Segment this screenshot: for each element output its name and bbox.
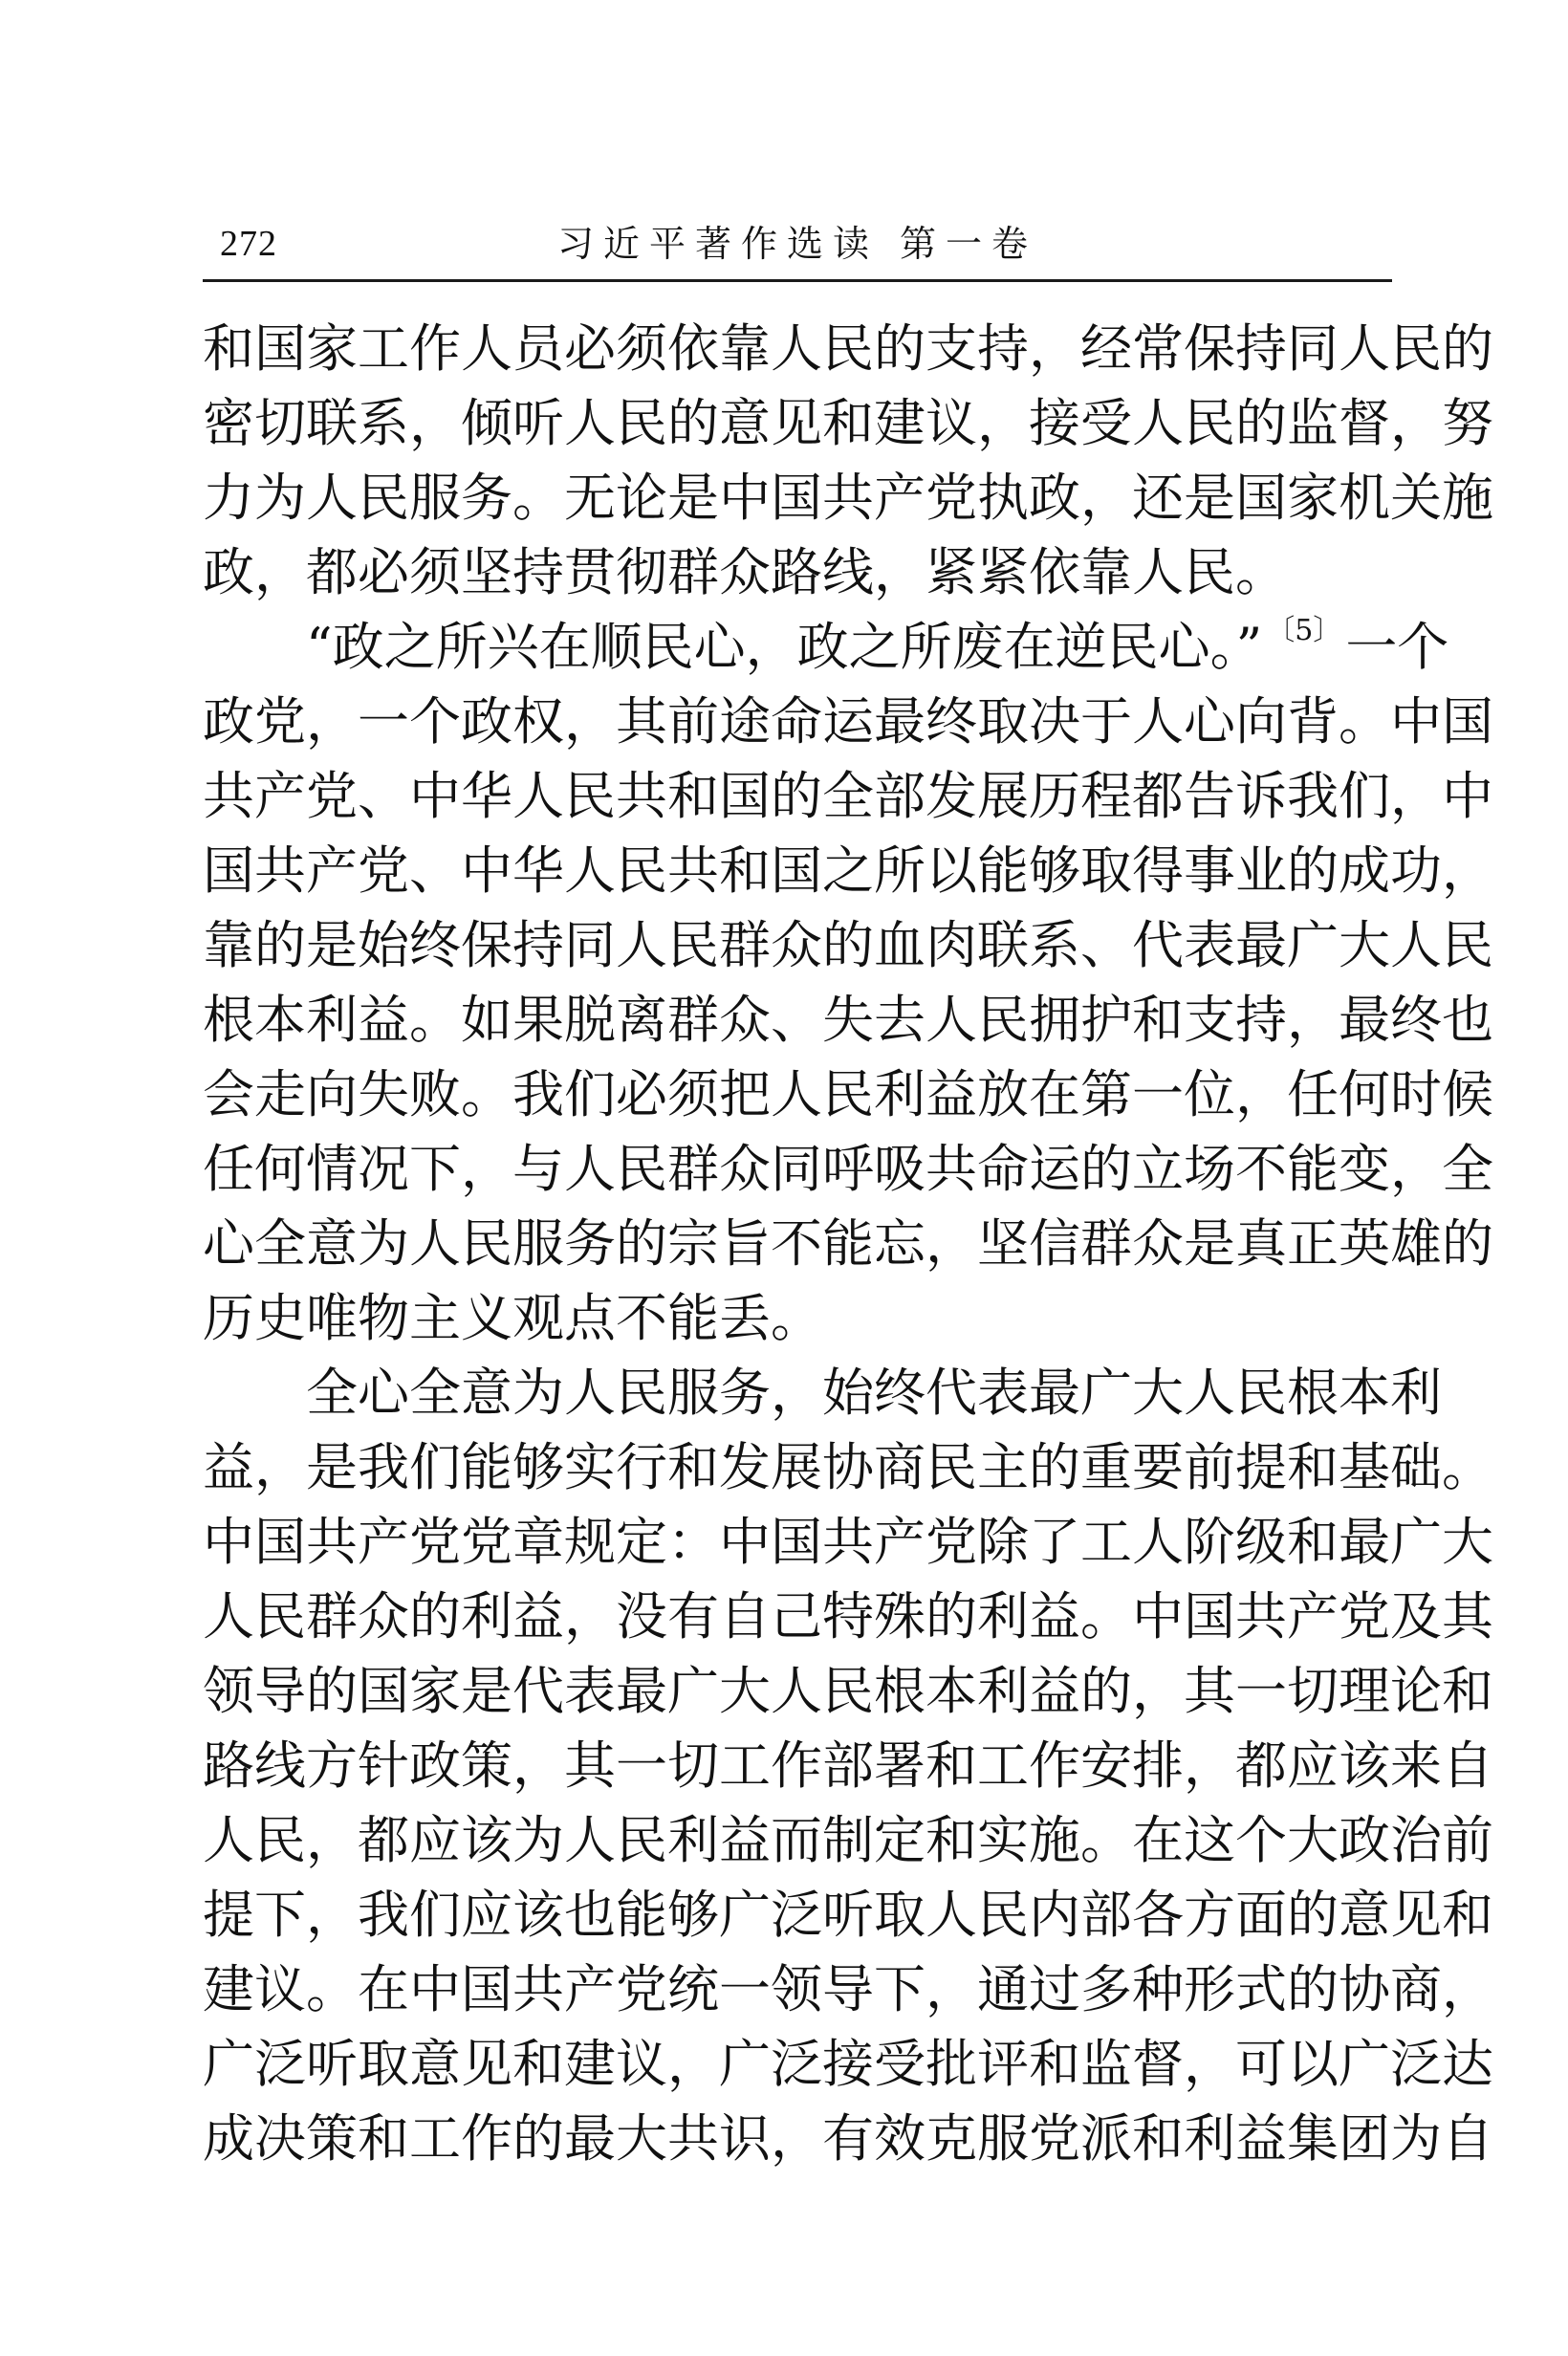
text-line: 共产党、中华人民共和国的全部发展历程都告诉我们，中 xyxy=(203,766,1493,826)
text-line: 人民，都应该为人民利益而制定和实施。在这个大政治前 xyxy=(203,1810,1493,1870)
text-line: 益，是我们能够实行和发展协商民主的重要前提和基础。 xyxy=(203,1437,1493,1497)
text-line: 靠的是始终保持同人民群众的血肉联系、代表最广大人民 xyxy=(203,915,1493,975)
text-line: 和国家工作人员必须依靠人民的支持，经常保持同人民的 xyxy=(203,318,1493,379)
paragraph-first-line: 全心全意为人民服务，始终代表最广大人民根本利 xyxy=(306,1363,1442,1423)
page-number: 272 xyxy=(220,224,277,264)
text-line: 历史唯物主义观点不能丢。 xyxy=(203,1288,822,1348)
running-head xyxy=(203,218,1392,275)
quote-line xyxy=(203,610,1449,685)
text-line: 力为人民服务。无论是中国共产党执政，还是国家机关施 xyxy=(203,468,1493,528)
footnote-marker: 〔5〕 xyxy=(1266,614,1342,647)
text-line: 建议。在中国共产党统一领导下，通过多种形式的协商， xyxy=(203,1959,1493,2019)
text-line: 密切联系，倾听人民的意见和建议，接受人民的监督，努 xyxy=(203,393,1493,453)
body-text xyxy=(203,312,1493,2176)
quote-continuation: 一个 xyxy=(1345,617,1449,677)
text-line: 会走向失败。我们必须把人民利益放在第一位，任何时候 xyxy=(203,1064,1493,1124)
book-title: 习近平著作选读 第一卷 xyxy=(556,223,1038,265)
text-line: 提下，我们应该也能够广泛听取人民内部各方面的意见和 xyxy=(203,1885,1493,1945)
text-line: 中国共产党党章规定：中国共产党除了工人阶级和最广大 xyxy=(203,1512,1493,1572)
text-line: 任何情况下，与人民群众同呼吸共命运的立场不能变，全 xyxy=(203,1139,1493,1199)
text-line: 心全意为人民服务的宗旨不能忘，坚信群众是真正英雄的 xyxy=(203,1213,1493,1274)
text-line: 路线方针政策，其一切工作部署和工作安排，都应该来自 xyxy=(203,1735,1493,1796)
text-line: 广泛听取意见和建议，广泛接受批评和监督，可以广泛达 xyxy=(203,2034,1493,2094)
text-line: 领导的国家是代表最广大人民根本利益的，其一切理论和 xyxy=(203,1661,1493,1721)
text-line: 政，都必须坚持贯彻群众路线，紧紧依靠人民。 xyxy=(203,542,1287,602)
text-line: 人民群众的利益，没有自己特殊的利益。中国共产党及其 xyxy=(203,1586,1493,1647)
quote-text: “政之所兴在顺民心，政之所废在逆民心。” xyxy=(306,617,1263,677)
text-line: 国共产党、中华人民共和国之所以能够取得事业的成功， xyxy=(203,840,1493,901)
text-line: 政党，一个政权，其前途命运最终取决于人心向背。中国 xyxy=(203,691,1493,752)
header-rule xyxy=(203,279,1392,282)
text-line: 成决策和工作的最大共识，有效克服党派和利益集团为自 xyxy=(203,2108,1493,2169)
text-line: 根本利益。如果脱离群众、失去人民拥护和支持，最终也 xyxy=(203,990,1493,1050)
